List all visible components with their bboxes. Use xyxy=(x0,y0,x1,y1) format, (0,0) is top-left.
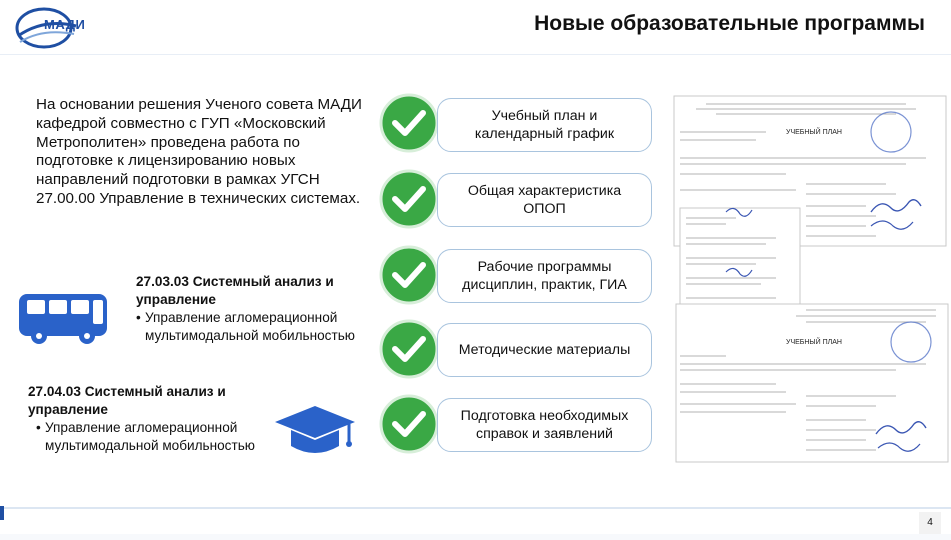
step-label: Методические материалы xyxy=(458,342,631,358)
logo-text: МАДИ xyxy=(44,17,86,32)
check-icon xyxy=(378,92,440,154)
step-label: Учебный план и календарный график xyxy=(474,108,615,142)
bullet-icon: • xyxy=(136,310,141,325)
footer-accent xyxy=(0,506,4,520)
program-title: 27.04.03 Системный анализ и управление xyxy=(28,384,226,417)
graduation-cap-icon xyxy=(273,402,357,460)
program-master xyxy=(28,383,278,455)
program-bachelor xyxy=(136,273,361,345)
document-heading: УЧЕБНЫЙ ПЛАН xyxy=(786,129,842,136)
program-item xyxy=(136,309,361,345)
intro-text: На основании решения Ученого совета МАДИ кафедрой совместно с ГУП «Московский Метрополитен» проведена работа по подготовке к лицензированию новых направлений подготовки в рамках УГСН 27.00.00 Управление в технических системах. xyxy=(36,96,362,207)
check-icon xyxy=(378,168,440,230)
document-heading: УЧЕБНЫЙ ПЛАН xyxy=(786,339,842,346)
step-general-characteristics xyxy=(437,173,652,227)
footer-divider xyxy=(0,507,951,509)
program-item-text: Управление агломерационной мультимодальной мобильностью xyxy=(45,420,255,453)
bus-icon xyxy=(17,290,109,346)
document-thumbnail xyxy=(676,304,948,462)
check-icon xyxy=(378,393,440,455)
page-number: 4 xyxy=(919,512,941,534)
header-divider xyxy=(0,54,951,55)
check-icon xyxy=(378,318,440,380)
footer-strip xyxy=(0,534,951,540)
step-label: Подготовка необходимых справок и заявлений xyxy=(460,408,629,442)
step-work-programs xyxy=(437,249,652,303)
bullet-icon: • xyxy=(36,420,41,435)
document-scans xyxy=(666,94,951,468)
step-label: Рабочие программы дисциплин, практик, ГИА xyxy=(462,259,627,293)
program-item-text: Управление агломерационной мультимодальной мобильностью xyxy=(145,310,355,343)
page-title: Новые образовательные программы xyxy=(534,12,925,35)
program-item xyxy=(28,419,278,455)
step-certificates xyxy=(437,398,652,452)
step-curriculum xyxy=(437,98,652,152)
check-icon xyxy=(378,244,440,306)
program-title: 27.03.03 Системный анализ и управление xyxy=(136,274,334,307)
step-label: Общая характеристика ОПОП xyxy=(467,183,622,217)
step-methodical-materials xyxy=(437,323,652,377)
